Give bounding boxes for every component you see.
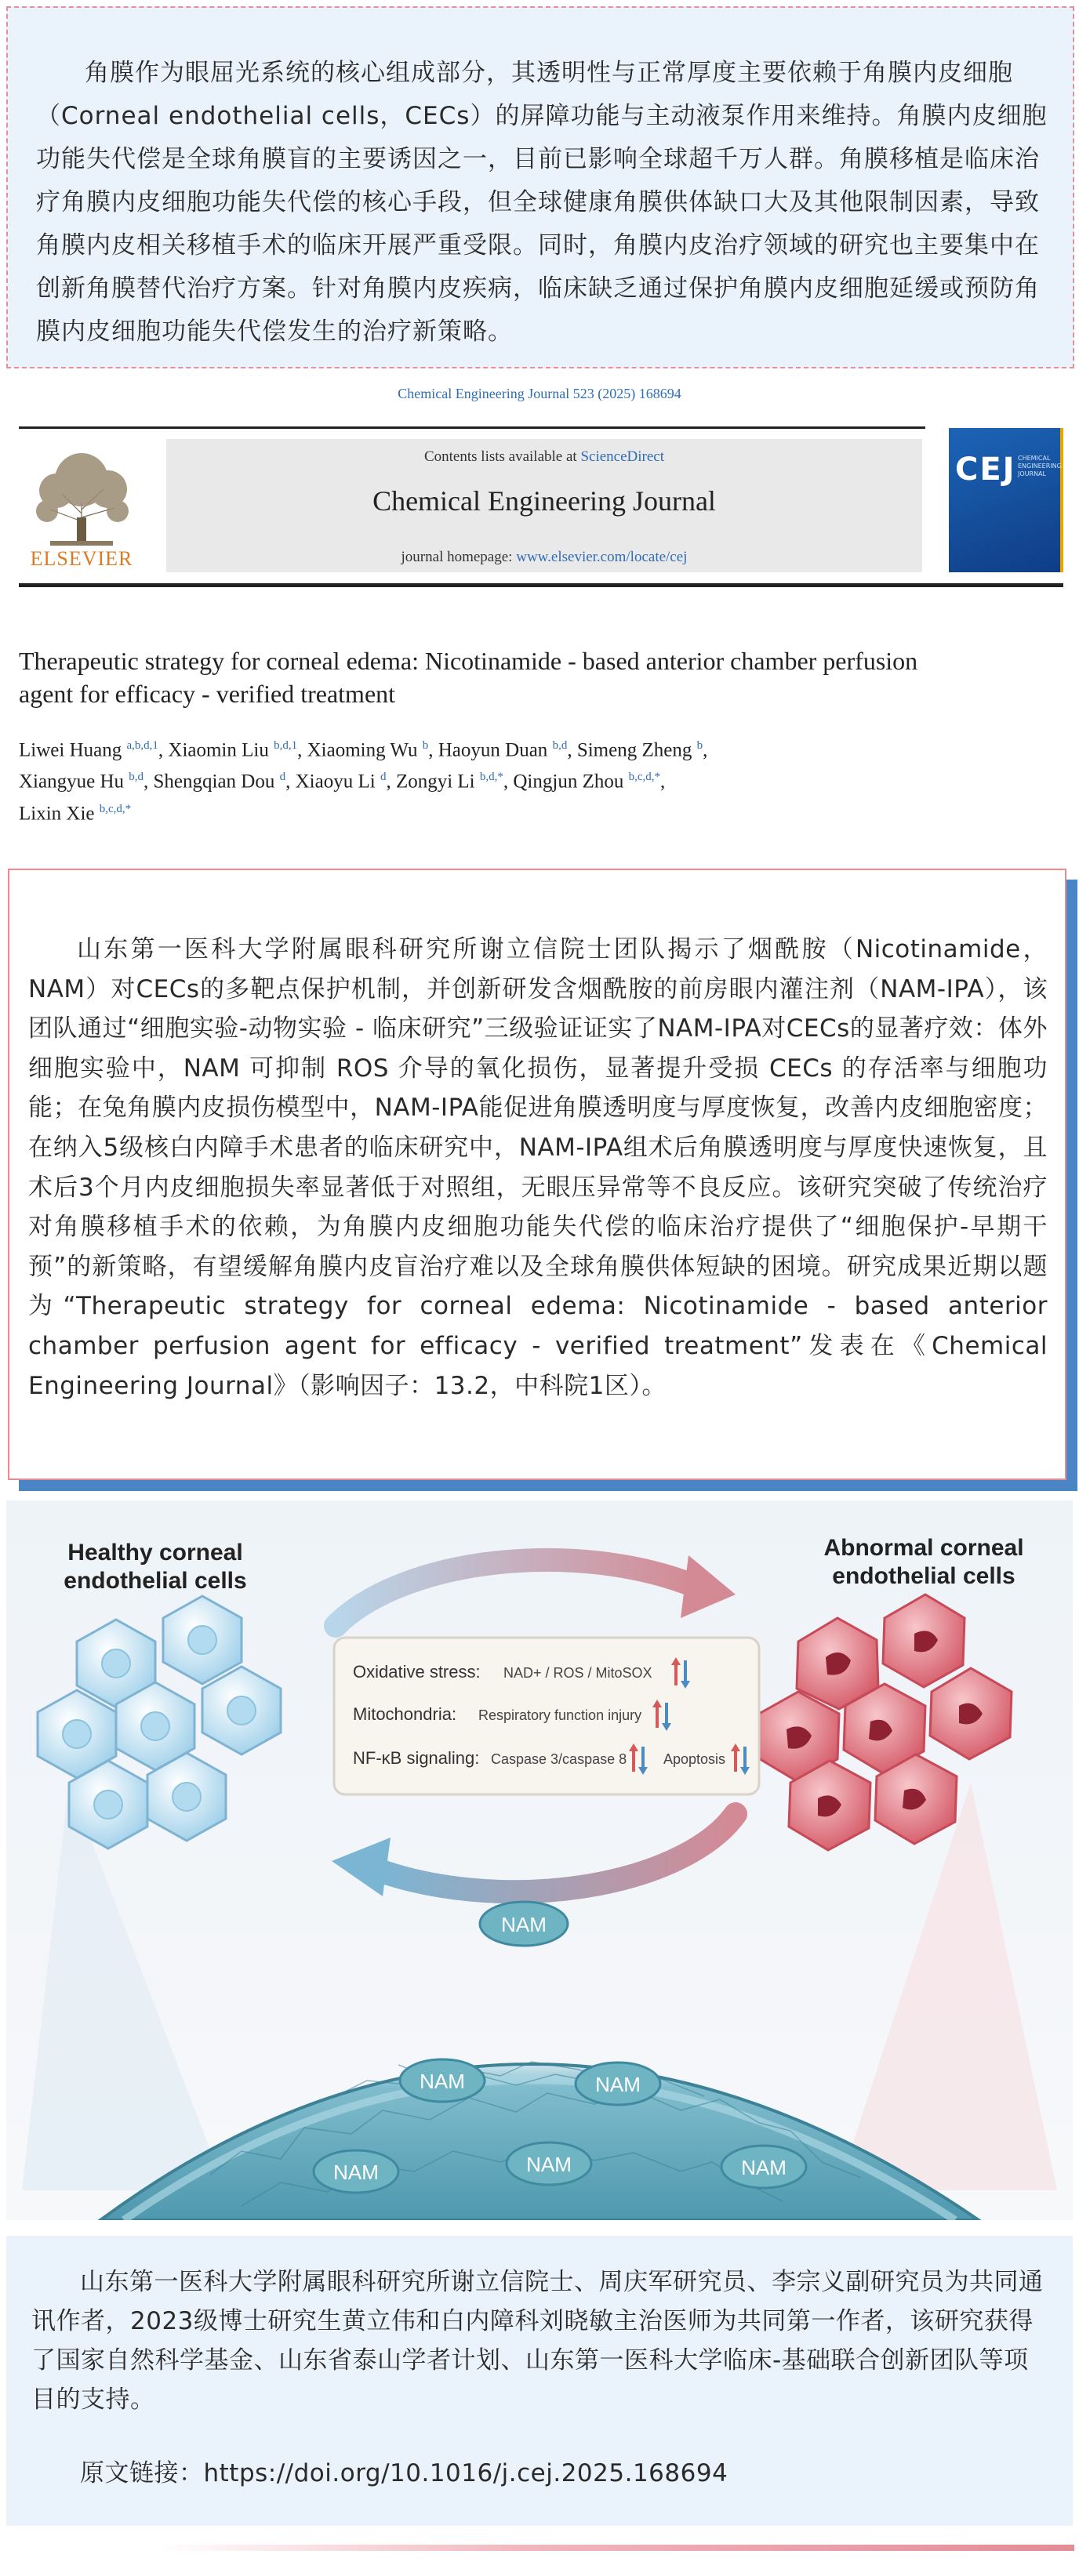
contents-line <box>166 448 922 466</box>
author-separator: , <box>158 739 169 761</box>
mechanism-figure <box>6 1500 1073 2220</box>
author-separator: , <box>567 739 577 761</box>
row2-title: Mitochondria: <box>353 1704 457 1724</box>
author-separator: , <box>297 739 307 761</box>
header-divider-top <box>19 426 925 429</box>
elsevier-wordmark: ELSEVIER <box>30 547 133 570</box>
source-link-line <box>31 2454 1051 2493</box>
author-name[interactable]: Simeng Zheng <box>576 739 697 761</box>
research-text: 山东第一医科大学附属眼科研究所谢立信院士团队揭示了烟酰胺（Nicotinamide，NAM）对CECs的多靶点保护机制，并创新研发含烟酰胺的前房眼内灌注剂（NAM-IPA），该团队通过“细胞实验-动物实验 - 临床研究”三级验证证实了NAM-IPA对CECs的显著疗效：体外细胞实验中，NAM 可抑制 ROS 介导的氧化损伤，显著提升受损 CECs 的存活率与细胞功能；在兔角膜内皮损伤模型中，NAM-IPA能促进角膜透明度与厚度恢复，改善内皮细胞密度；在纳入5级核白内障手术患者的临床研究中，NAM-IPA组术后角膜透明度与厚度快速恢复，且术后3个月内皮细胞损失率显著低于对照组，无眼压异常等不良反应。该研究突破了传统治疗对角膜移植手术的依赖，为角膜内皮细胞功能失代偿的临床治疗提供了“细胞保护-早期干预”的新策略，有望缓解角膜内皮盲治疗难以及全球角膜供体短缺的困境。研究成果近期以题为“Therapeutic strategy for corneal edema: Nicotinamide - based anterior chamber perfusion agent for efficacy - verified treatment”发表在《Chemical Engineering Journal》（影响因子：13.2，中科院1区）。 <box>28 935 1048 1400</box>
author-affiliation[interactable]: b,d <box>552 739 568 752</box>
healthy-label-line1: Healthy corneal <box>67 1540 243 1566</box>
author-separator: , <box>144 771 154 793</box>
nam-label-5: NAM <box>741 2156 787 2179</box>
row3-detail: Caspase 3/caspase 8 <box>491 1751 627 1767</box>
author-name[interactable]: Haoyun Duan <box>438 739 553 761</box>
row3-title: NF-κB signaling: <box>353 1748 480 1768</box>
credits-panel <box>6 2236 1073 2526</box>
author-affiliation[interactable]: b,d <box>129 771 144 784</box>
intro-text: 角膜作为眼屈光系统的核心组成部分，其透明性与正常厚度主要依赖于角膜内皮细胞（Corneal endothelial cells，CECs）的屏障功能与主动液泵作用来维持。角膜内皮细胞功能失代偿是全球角膜盲的主要诱因之一，目前已影响全球超千万人群。角膜移植是临床治疗角膜内皮细胞功能失代偿的核心手段，但全球健康角膜供体缺口大及其他限制因素，导致角膜内皮相关移植手术的临床开展严重受限。同时，角膜内皮治疗领域的研究也主要集中在创新角膜替代治疗方案。针对角膜内皮疾病，临床缺乏通过保护角膜内皮细胞延缓或预防角膜内皮细胞功能失代偿发生的治疗新策略。 <box>36 59 1048 346</box>
author-name[interactable]: Qingjun Zhou <box>513 771 629 793</box>
author-separator: , <box>386 771 396 793</box>
nam-label-1: NAM <box>420 2070 465 2093</box>
nam-label-3: NAM <box>333 2161 379 2184</box>
author-affiliation[interactable]: b,c,d,* <box>628 771 661 784</box>
nam-label-top: NAM <box>501 1913 547 1936</box>
author-name[interactable]: Xiaomin Liu <box>168 739 274 761</box>
journal-banner <box>166 439 922 572</box>
row3-extra: Apoptosis <box>663 1751 726 1767</box>
author-separator: , <box>703 739 708 761</box>
abnormal-label-line1: Abnormal corneal <box>823 1535 1024 1561</box>
credits-text: 山东第一医科大学附属眼科研究所谢立信院士、周庆军研究员、李宗义副研究员为共同通讯作者，2023级博士研究生黄立伟和白内障科刘晓敏主治医师为共同第一作者，该研究获得了国家自然科学基金、山东省泰山学者计划、山东第一医科大学临床-基础联合创新团队等项目的支持。 <box>31 2268 1044 2414</box>
row2-detail: Respiratory function injury <box>478 1707 642 1723</box>
row1-title: Oxidative stress: <box>353 1662 481 1682</box>
cover-subtitle: CHEMICAL ENGINEERING JOURNAL <box>1018 455 1062 477</box>
intro-panel <box>6 6 1074 368</box>
author-name[interactable]: Xiangyue Hu <box>19 771 129 793</box>
cover-abbr: CEJ <box>955 452 1016 488</box>
author-affiliation[interactable]: b <box>422 739 429 752</box>
contents-prefix: Contents lists available at <box>423 448 581 465</box>
bottom-divider <box>157 2545 1074 2551</box>
author-affiliation[interactable]: b,d,* <box>479 771 503 784</box>
author-name[interactable]: Xiaoming Wu <box>307 739 423 761</box>
author-affiliation[interactable]: d <box>279 771 286 784</box>
abnormal-label-line2: endothelial cells <box>832 1563 1015 1589</box>
author-separator: , <box>503 771 514 793</box>
author-affiliation[interactable]: b <box>696 739 703 752</box>
author-name[interactable]: Zongyi Li <box>395 771 480 793</box>
author-separator: , <box>428 739 438 761</box>
homepage-line <box>166 549 922 566</box>
author-affiliation[interactable]: b,d,1 <box>274 739 298 752</box>
author-separator: , <box>285 771 296 793</box>
journal-name: Chemical Engineering Journal <box>372 485 716 517</box>
author-name[interactable]: Liwei Huang <box>19 739 127 761</box>
author-affiliation[interactable]: d <box>380 771 387 784</box>
journal-cover <box>949 428 1063 572</box>
author-name[interactable]: Shengqian Dou <box>153 771 280 793</box>
homepage-prefix: journal homepage: <box>401 549 517 565</box>
research-panel <box>8 869 1066 1480</box>
author-separator: , <box>660 771 666 793</box>
header-divider-bottom <box>19 583 1063 587</box>
sciencedirect-link[interactable]: ScienceDirect <box>580 448 665 465</box>
homepage-link[interactable]: www.elsevier.com/locate/cej <box>516 549 688 565</box>
author-name[interactable]: Lixin Xie <box>19 802 100 824</box>
paper-title: Therapeutic strategy for corneal edema: Nicotinamide - based anterior chamber perfusion agent for efficacy - verified treatment <box>19 647 918 708</box>
author-list <box>19 732 1038 827</box>
healthy-label-line2: endothelial cells <box>64 1568 247 1594</box>
doi-link[interactable]: https://doi.org/10.1016/j.cej.2025.168694 <box>203 2459 728 2487</box>
journal-citation[interactable]: Chemical Engineering Journal 523 (2025) 168694 <box>398 386 681 401</box>
author-affiliation[interactable]: b,c,d,* <box>99 802 132 815</box>
row1-detail: NAD+ / ROS / MitoSOX <box>503 1665 652 1681</box>
nam-label-2: NAM <box>595 2073 641 2096</box>
nam-label-4: NAM <box>526 2153 572 2176</box>
source-link-label: 原文链接： <box>80 2459 204 2487</box>
author-affiliation[interactable]: a,b,d,1 <box>126 739 158 752</box>
author-name[interactable]: Xiaoyu Li <box>295 771 380 793</box>
